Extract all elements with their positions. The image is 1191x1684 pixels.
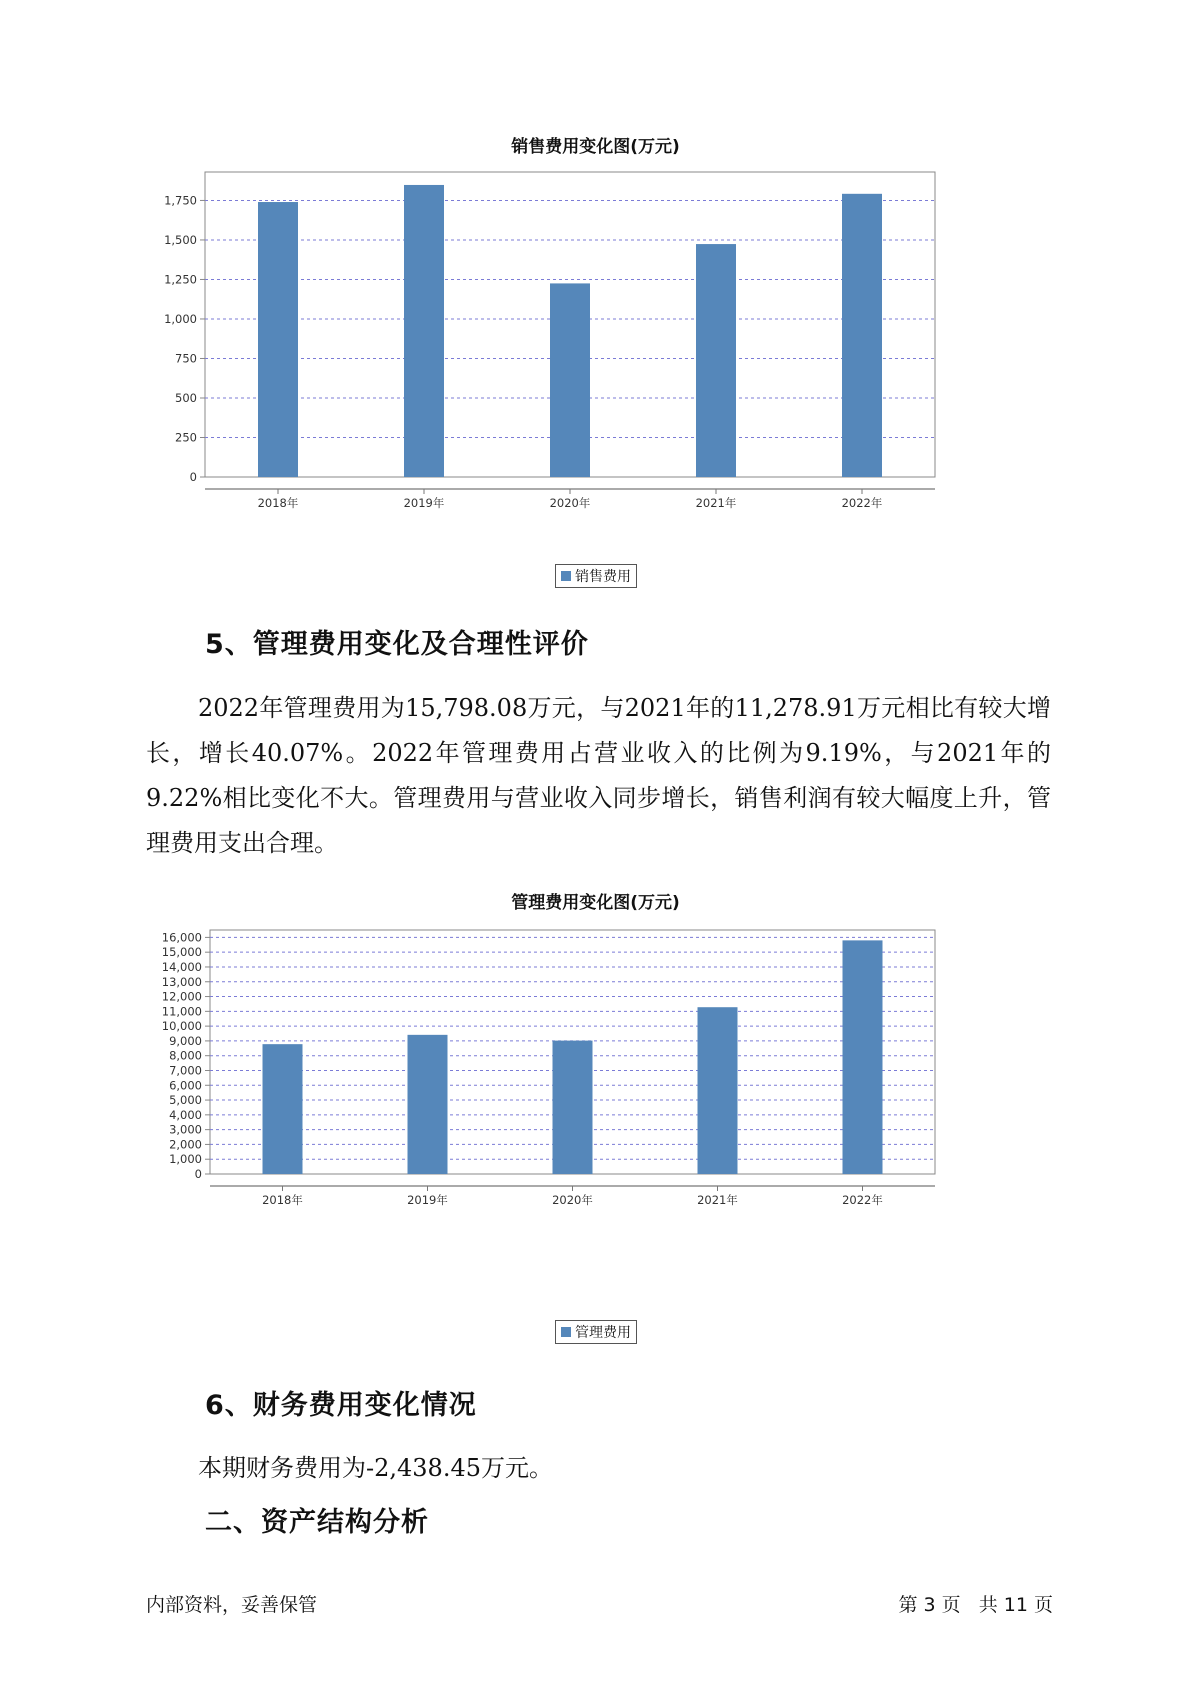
section-heading-management-expense: 5、管理费用变化及合理性评价	[205, 629, 589, 660]
y-tick-label: 750	[175, 351, 197, 366]
y-tick-label: 2,000	[169, 1137, 202, 1152]
y-tick-label: 16,000	[161, 930, 202, 945]
sales-expense-chart	[150, 165, 1020, 525]
bar-2022年	[842, 194, 882, 477]
financial-expense-paragraph	[146, 1446, 1051, 1491]
chart-legend-sales-expense	[555, 564, 637, 588]
bar-2020年	[550, 283, 590, 477]
y-tick-label: 8,000	[169, 1048, 202, 1063]
bar-2019年	[408, 1035, 448, 1174]
x-tick-label: 2022年	[841, 496, 883, 510]
y-tick-label: 1,000	[169, 1152, 202, 1167]
x-tick-label: 2022年	[842, 1193, 883, 1207]
x-tick-label: 2019年	[407, 1193, 448, 1207]
y-tick-label: 5,000	[169, 1093, 202, 1108]
legend-label: 管理费用	[575, 1325, 631, 1341]
y-tick-label: 1,000	[164, 311, 197, 326]
bar-2020年	[553, 1041, 593, 1174]
chart-legend-management-expense	[555, 1320, 637, 1344]
y-tick-label: 4,000	[169, 1107, 202, 1122]
legend-label: 销售费用	[575, 569, 631, 585]
x-tick-label: 2021年	[695, 496, 737, 510]
section-heading-asset-structure: 二、资产结构分析	[205, 1507, 429, 1538]
x-tick-label: 2020年	[549, 496, 591, 510]
bar-2021年	[696, 244, 736, 477]
section-heading-financial-expense: 6、财务费用变化情况	[205, 1390, 477, 1421]
financial-expense-text: 本期财务费用为-2,438.45万元。	[198, 1454, 553, 1482]
management-expense-paragraph	[146, 686, 1051, 866]
chart-title-management-expense: 管理费用变化图(万元)	[511, 893, 680, 913]
y-tick-label: 1,250	[164, 272, 197, 287]
legend-swatch	[561, 1327, 571, 1337]
y-tick-label: 500	[175, 390, 197, 405]
y-tick-label: 0	[189, 470, 197, 484]
x-tick-label: 2018年	[262, 1193, 303, 1207]
footer-page-number: 第 3 页 共 11 页	[898, 1594, 1053, 1616]
footer-confidential-note: 内部资料，妥善保管	[146, 1594, 318, 1616]
bar-2018年	[263, 1044, 303, 1174]
y-tick-label: 0	[194, 1167, 202, 1181]
y-tick-label: 12,000	[161, 989, 202, 1004]
bar-2021年	[698, 1007, 738, 1174]
y-tick-label: 14,000	[161, 959, 202, 974]
y-tick-label: 6,000	[169, 1078, 202, 1093]
x-tick-label: 2021年	[697, 1193, 738, 1207]
chart-title-sales-expense: 销售费用变化图(万元)	[511, 137, 680, 157]
y-tick-label: 250	[175, 430, 197, 445]
bar-2018年	[258, 202, 298, 477]
bar-2019年	[404, 185, 444, 477]
management-expense-chart	[150, 922, 1020, 1302]
x-tick-label: 2018年	[257, 496, 299, 510]
y-tick-label: 15,000	[161, 945, 202, 960]
y-tick-label: 1,500	[164, 232, 197, 247]
y-tick-label: 10,000	[161, 1019, 202, 1034]
y-tick-label: 7,000	[169, 1063, 202, 1078]
y-tick-label: 3,000	[169, 1122, 202, 1137]
y-tick-label: 9,000	[169, 1033, 202, 1048]
y-tick-label: 13,000	[161, 974, 202, 989]
x-tick-label: 2020年	[552, 1193, 593, 1207]
management-expense-text: 2022年管理费用为15,798.08万元，与2021年的11,278.91万元相比有较大增长，增长40.07%。2022年管理费用占营业收入的比例为9.19%，与2021年的9.22%相比变化不大。管理费用与营业收入同步增长，销售利润有较大幅度上升，管理费用支出合理。	[146, 694, 1051, 857]
bar-2022年	[843, 940, 883, 1174]
y-tick-label: 11,000	[161, 1004, 202, 1019]
x-tick-label: 2019年	[403, 496, 445, 510]
y-tick-label: 1,750	[164, 193, 197, 208]
legend-swatch	[561, 571, 571, 581]
